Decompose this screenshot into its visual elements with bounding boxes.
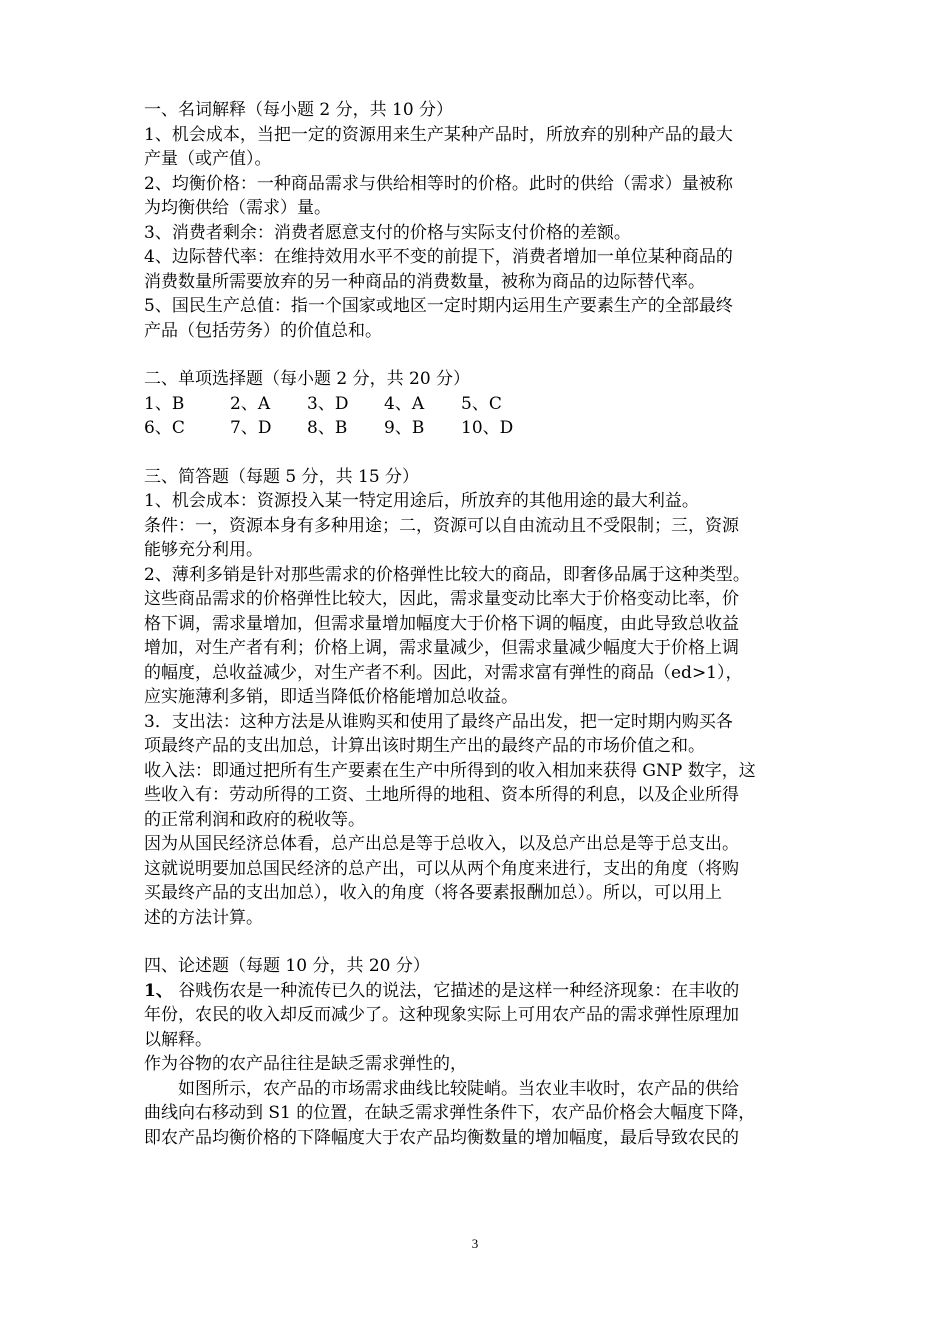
text-line: 些收入有：劳动所得的工资、土地所得的地租、资本所得的利息，以及企业所得	[144, 785, 739, 805]
text-line: 项最终产品的支出加总，计算出该时期生产出的最终产品的市场价值之和。	[144, 736, 705, 756]
document-body	[144, 98, 814, 1150]
text-line: 买最终产品的支出加总），收入的角度（将各要素报酬加总）。所以，可以用上	[144, 883, 722, 903]
text-line: 这就说明要加总国民经济的总产出，可以从两个角度来进行，支出的角度（将购	[144, 858, 739, 879]
text-line: 产品（包括劳务）的价值总和。	[144, 320, 382, 341]
text-line: 3．支出法：这种方法是从谁购买和使用了最终产品出发，把一定时期内购买各	[144, 711, 733, 732]
text-line: 1、机会成本，当把一定的资源用来生产某种产品时，所放弃的别种产品的最大	[144, 124, 733, 145]
section-heading-essay: 四、论述题（每题 10 分，共 20 分）	[144, 956, 430, 976]
section-heading-multiple-choice: 二、单项选择题（每小题 2 分，共 20 分）	[144, 369, 471, 389]
text-line: 即农产品均衡价格的下降幅度大于农产品均衡数量的增加幅度，最后导致农民的	[144, 1127, 739, 1148]
answer-item: 6、C	[144, 418, 185, 438]
text-line: 这些商品需求的价格弹性比较大，因此，需求量变动比率大于价格变动比率，价	[144, 589, 739, 609]
answer-item: 9、B	[384, 418, 425, 438]
spacer	[144, 441, 814, 465]
answer-row	[144, 416, 814, 441]
text-line: 1、机会成本：资源投入某一特定用途后，所放弃的其他用途的最大利益。	[144, 491, 699, 511]
text-line: 以解释。	[144, 1029, 212, 1050]
answer-row	[144, 392, 814, 417]
page-number: 3	[471, 1236, 479, 1251]
text-line: 格下调，需求量增加，但需求量增加幅度大于价格下调的幅度，由此导致总收益	[144, 613, 739, 634]
text-line	[144, 979, 814, 1004]
text-line: 条件：一，资源本身有多种用途；二，资源可以自由流动且不受限制；三，资源	[144, 515, 739, 536]
text-line: 为均衡供给（需求）量。	[144, 198, 331, 218]
text-line: 2、薄利多销是针对那些需求的价格弹性比较大的商品，即奢侈品属于这种类型。	[144, 564, 750, 585]
answer-item: 5、C	[461, 393, 502, 414]
item-text: 谷贱伤农是一种流传已久的说法，它描述的是这样一种经济现象：在丰收的	[172, 980, 740, 1001]
answer-item: 8、B	[307, 418, 348, 438]
text-line-indented: 如图所示，农产品的市场需求曲线比较陡峭。当农业丰收时，农产品的供给	[178, 1078, 739, 1099]
text-line: 因为从国民经济总体看，总产出总是等于总收入，以及总产出总是等于总支出。	[144, 834, 739, 854]
text-line: 增加，对生产者有利；价格上调，需求量减少，但需求量减少幅度大于价格上调	[144, 638, 739, 658]
text-line: 的幅度，总收益减少，对生产者不利。因此，对需求富有弹性的商品（ed>1），	[144, 662, 743, 683]
text-line: 述的方法计算。	[144, 907, 263, 928]
text-line: 2、均衡价格：一种商品需求与供给相等时的价格。此时的供给（需求）量被称	[144, 173, 733, 194]
text-line: 作为谷物的农产品往往是缺乏需求弹性的，	[144, 1054, 467, 1074]
text-line: 年份，农民的收入却反而减少了。这种现象实际上可用农产品的需求弹性原理加	[144, 1005, 739, 1025]
text-line: 5、国民生产总值：指一个国家或地区一定时期内运用生产要素生产的全部最终	[144, 296, 733, 316]
spacer	[144, 930, 814, 954]
answer-item: 3、D	[307, 393, 349, 414]
item-number: 1、	[144, 980, 173, 1001]
text-line: 曲线向右移动到 S1 的位置，在缺乏需求弹性条件下，农产品价格会大幅度下降，	[144, 1103, 756, 1123]
text-line: 消费数量所需要放弃的另一种商品的消费数量，被称为商品的边际替代率。	[144, 271, 705, 292]
section-heading-definitions: 一、名词解释（每小题 2 分，共 10 分）	[144, 100, 454, 120]
answer-item: 1、B	[144, 393, 185, 414]
answer-item: 7、D	[230, 418, 272, 438]
text-line: 应实施薄利多销，即适当降低价格能增加总收益。	[144, 687, 518, 707]
text-line: 产量（或产值）。	[144, 149, 272, 169]
text-line: 能够充分利用。	[144, 540, 263, 560]
answer-item: 10、D	[461, 418, 514, 438]
answer-item: 2、A	[230, 393, 271, 414]
text-line: 收入法：即通过把所有生产要素在生产中所得到的收入相加来获得 GNP 数字，这	[144, 760, 756, 781]
text-line: 的正常利润和政府的税收等。	[144, 809, 365, 830]
section-heading-short-answer: 三、简答题（每题 5 分，共 15 分）	[144, 466, 420, 487]
text-line: 3、消费者剩余：消费者愿意支付的价格与实际支付价格的差额。	[144, 222, 631, 243]
spacer	[144, 343, 814, 367]
answer-item: 4、A	[384, 393, 425, 414]
text-line: 4、边际替代率：在维持效用水平不变的前提下，消费者增加一单位某种商品的	[144, 247, 733, 267]
